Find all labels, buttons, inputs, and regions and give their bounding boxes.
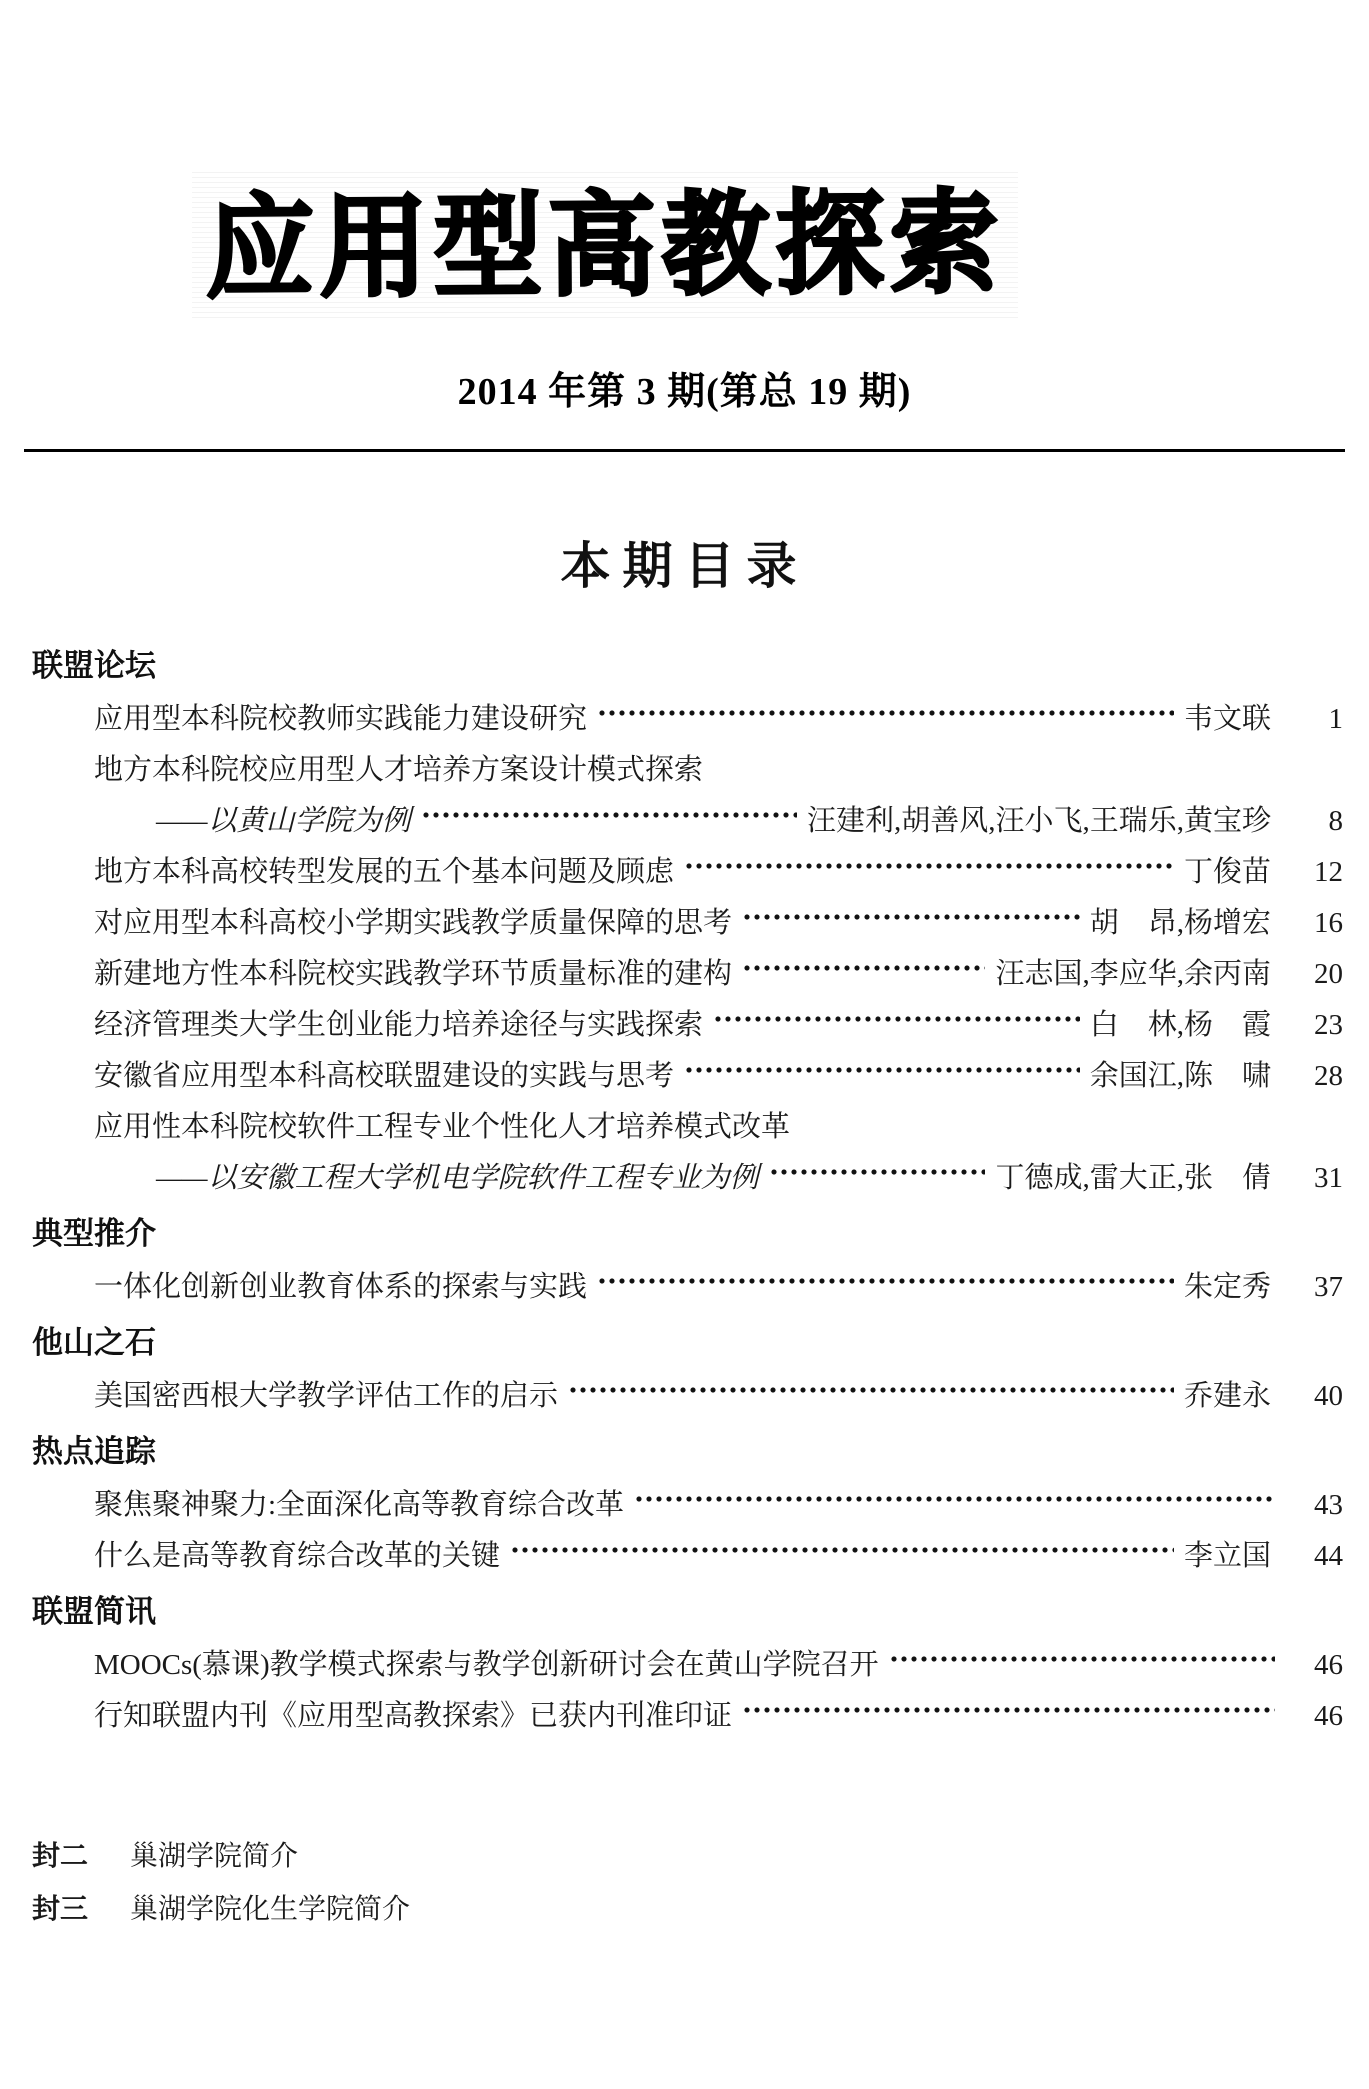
toc-entry bbox=[32, 1371, 1343, 1422]
dot-leader bbox=[508, 1536, 1174, 1565]
entry-title: 地方本科院校应用型人才培养方案设计模式探索 bbox=[94, 754, 704, 786]
toc-entry bbox=[32, 1531, 1343, 1582]
entry-title: 新建地方性本科院校实践教学环节质量标准的建构 bbox=[94, 958, 733, 990]
entry-title: 对应用型本科高校小学期实践教学质量保障的思考 bbox=[94, 907, 733, 939]
masthead bbox=[192, 172, 1018, 320]
toc-entry bbox=[32, 1691, 1343, 1742]
entry-page-number: 16 bbox=[1314, 907, 1343, 939]
toc-entry bbox=[32, 1051, 1343, 1102]
entry-title: 地方本科高校转型发展的五个基本问题及顾虑 bbox=[94, 856, 675, 888]
entry-title: 应用型本科院校教师实践能力建设研究 bbox=[94, 703, 588, 735]
entry-title: 经济管理类大学生创业能力培养途径与实践探索 bbox=[94, 1009, 704, 1041]
cover-title: 巢湖学院化生学院简介 bbox=[130, 1894, 411, 1925]
entry-title: 聚焦聚神聚力:全面深化高等教育综合改革 bbox=[94, 1489, 625, 1521]
entry-title: 安徽省应用型本科高校联盟建设的实践与思考 bbox=[94, 1060, 675, 1092]
dot-leader bbox=[887, 1645, 1275, 1674]
entry-page-number: 12 bbox=[1314, 856, 1343, 888]
dot-leader bbox=[595, 1267, 1174, 1296]
entry-title: MOOCs(慕课)教学模式探索与教学创新研讨会在黄山学院召开 bbox=[94, 1649, 879, 1681]
toc-entry bbox=[32, 694, 1343, 745]
entry-page-number: 44 bbox=[1314, 1540, 1343, 1572]
entry-authors: 余国江,陈 啸 bbox=[1089, 1060, 1271, 1092]
cover-row bbox=[32, 1830, 1369, 1883]
dot-leader bbox=[740, 954, 985, 983]
dot-leader bbox=[740, 1696, 1275, 1725]
masthead-divider-rule bbox=[24, 449, 1345, 452]
toc-entry bbox=[32, 898, 1343, 949]
toc-title: 本期目录 bbox=[560, 538, 809, 594]
issue-number-line: 2014 年第 3 期(第总 19 期) bbox=[457, 371, 912, 413]
entry-authors: 乔建永 bbox=[1183, 1380, 1271, 1412]
entry-page-number: 23 bbox=[1314, 1009, 1343, 1041]
entry-title: ——以安徽工程大学机电学院软件工程专业为例 bbox=[156, 1162, 759, 1194]
entry-authors: 胡 昂,杨增宏 bbox=[1089, 907, 1271, 939]
entry-title: 什么是高等教育综合改革的关键 bbox=[94, 1540, 501, 1572]
entry-page-number: 43 bbox=[1314, 1489, 1343, 1521]
cover-label: 封三 bbox=[32, 1893, 89, 1924]
entry-page-number: 40 bbox=[1314, 1380, 1343, 1412]
entry-title: 一体化创新创业教育体系的探索与实践 bbox=[94, 1271, 588, 1303]
toc-entry bbox=[32, 1640, 1343, 1691]
entry-title: ——以黄山学院为例 bbox=[156, 805, 411, 837]
dot-leader bbox=[682, 1056, 1080, 1085]
entry-authors: 白 林,杨 霞 bbox=[1089, 1009, 1271, 1041]
toc-entry bbox=[32, 1000, 1343, 1051]
entry-page-number: 46 bbox=[1314, 1700, 1343, 1732]
entry-authors: 汪建利,胡善风,汪小飞,王瑞乐,黄宝珍 bbox=[806, 805, 1271, 837]
dot-leader bbox=[632, 1485, 1275, 1514]
journal-logo-calligraphy: 应用型高教探索 bbox=[205, 177, 1005, 315]
section-heading: 他山之石 bbox=[32, 1325, 156, 1360]
cover-label: 封二 bbox=[32, 1840, 89, 1871]
toc-sections bbox=[0, 644, 1369, 1742]
toc-entry bbox=[32, 847, 1343, 898]
entry-title: 行知联盟内刊《应用型高教探索》已获内刊准印证 bbox=[94, 1700, 733, 1732]
section-heading: 典型推介 bbox=[32, 1216, 156, 1251]
cover-row bbox=[32, 1883, 1369, 1936]
entry-page-number: 37 bbox=[1314, 1271, 1343, 1303]
cover-notes bbox=[0, 1830, 1369, 1936]
section-heading: 联盟论坛 bbox=[32, 648, 156, 683]
entry-authors: 丁德成,雷大正,张 倩 bbox=[995, 1162, 1271, 1194]
toc-entry bbox=[32, 1153, 1343, 1204]
cover-title: 巢湖学院简介 bbox=[130, 1841, 299, 1872]
dot-leader bbox=[767, 1158, 986, 1187]
dot-leader bbox=[419, 801, 797, 830]
entry-page-number: 46 bbox=[1314, 1649, 1343, 1681]
section-heading: 热点追踪 bbox=[32, 1434, 156, 1469]
toc-entry bbox=[32, 1102, 1343, 1153]
toc-entry bbox=[32, 745, 1343, 796]
entry-authors: 韦文联 bbox=[1183, 703, 1271, 735]
dot-leader bbox=[711, 1005, 1080, 1034]
entry-authors: 朱定秀 bbox=[1183, 1271, 1271, 1303]
entry-page-number: 28 bbox=[1314, 1060, 1343, 1092]
dot-leader bbox=[740, 903, 1080, 932]
entry-page-number: 20 bbox=[1314, 958, 1343, 990]
entry-title: 应用性本科院校软件工程专业个性化人才培养模式改革 bbox=[94, 1111, 791, 1143]
dot-leader bbox=[682, 852, 1174, 881]
toc-entry bbox=[32, 1262, 1343, 1313]
entry-page-number: 8 bbox=[1328, 805, 1343, 837]
entry-page-number: 1 bbox=[1328, 703, 1343, 735]
toc-entry bbox=[32, 949, 1343, 1000]
entry-authors: 李立国 bbox=[1183, 1540, 1271, 1572]
dot-leader bbox=[566, 1376, 1174, 1405]
toc-entry bbox=[32, 796, 1343, 847]
entry-title: 美国密西根大学教学评估工作的启示 bbox=[94, 1380, 559, 1412]
dot-leader bbox=[595, 699, 1174, 728]
toc-entry bbox=[32, 1480, 1343, 1531]
section-heading: 联盟简讯 bbox=[32, 1594, 156, 1629]
entry-authors: 汪志国,李应华,余丙南 bbox=[995, 958, 1271, 990]
entry-page-number: 31 bbox=[1314, 1162, 1343, 1194]
entry-authors: 丁俊苗 bbox=[1183, 856, 1271, 888]
